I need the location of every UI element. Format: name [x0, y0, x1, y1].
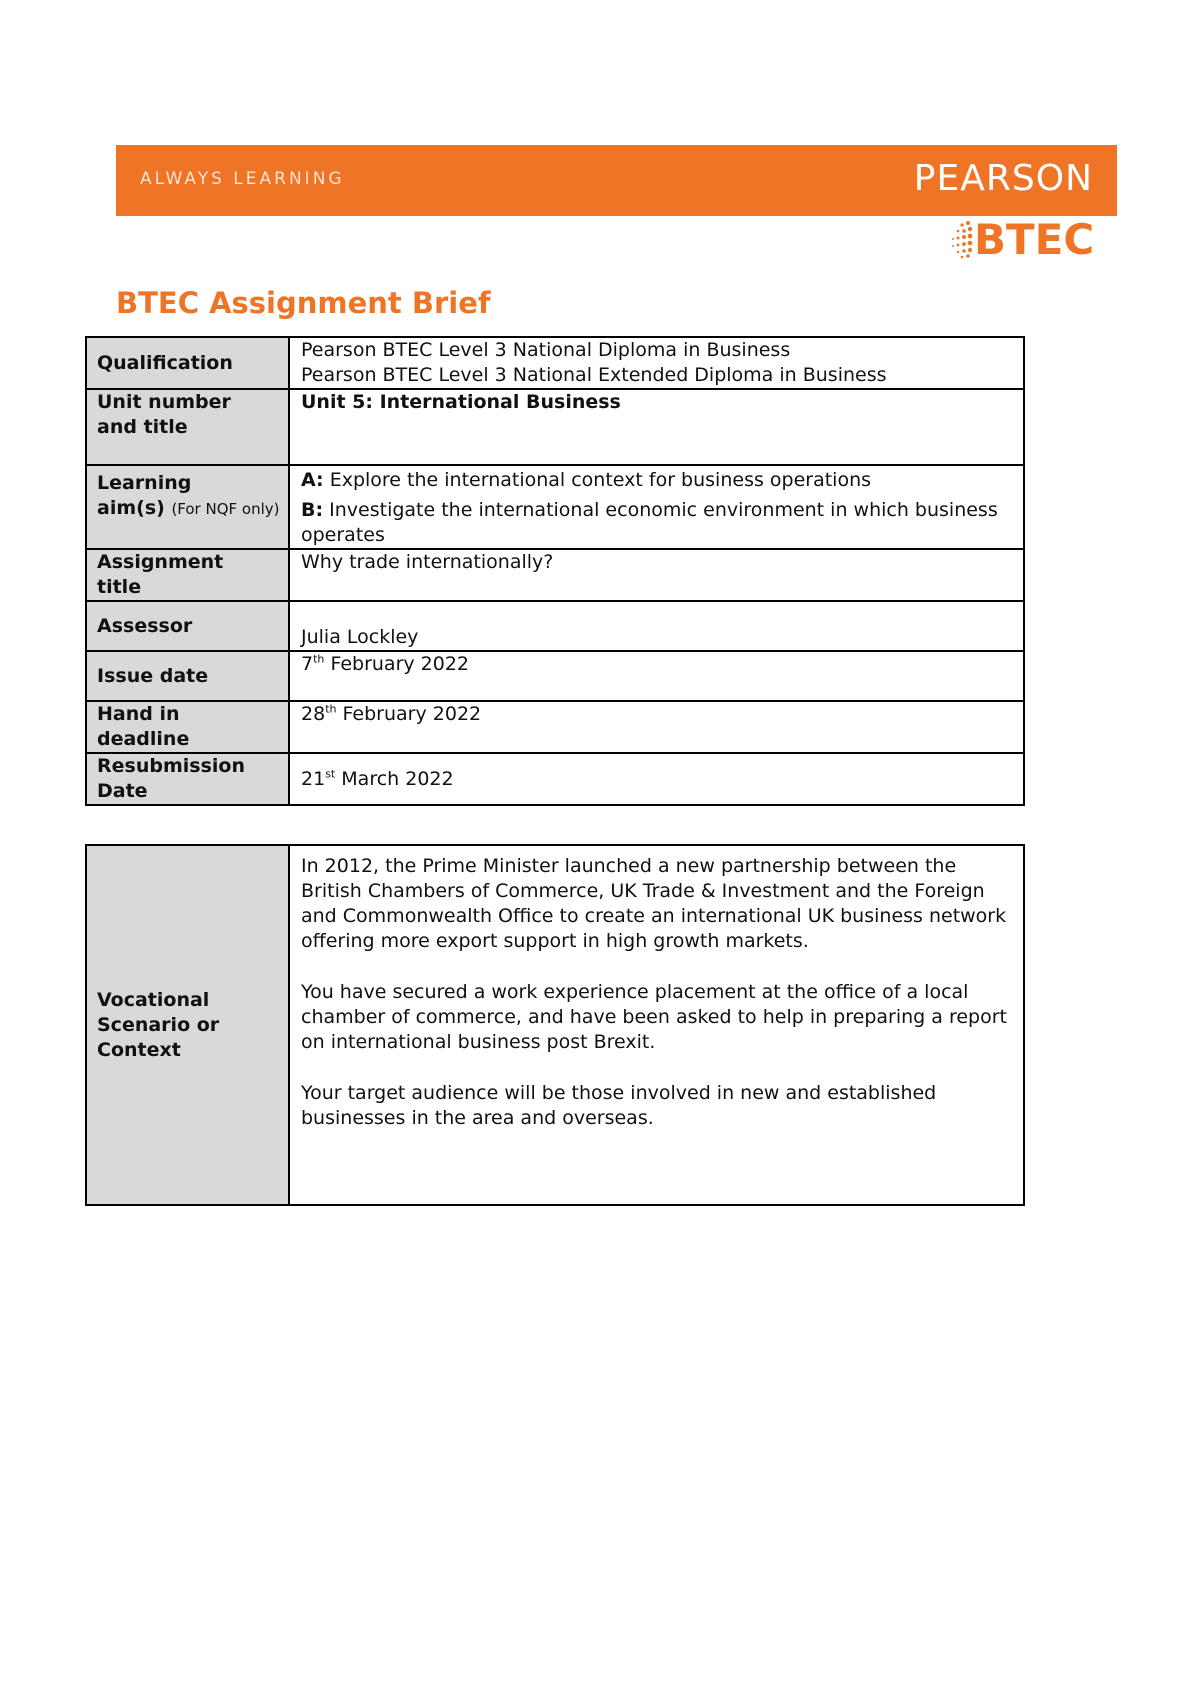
- scenario-label: Vocational Scenario or Context: [86, 845, 289, 1205]
- resubmission-value: 21st March 2022: [289, 753, 1024, 805]
- scenario-table: [85, 844, 1025, 1206]
- resubmission-label: Resubmission Date: [86, 753, 289, 805]
- page-title: BTEC Assignment Brief: [116, 286, 491, 320]
- deadline-value: 28th February 2022: [289, 701, 1024, 753]
- row-scenario: [86, 845, 1024, 1205]
- row-deadline: [86, 701, 1024, 753]
- scenario-text: [289, 845, 1024, 1205]
- assessor-value: Julia Lockley: [289, 601, 1024, 651]
- pearson-logo: PEARSON: [913, 158, 1093, 199]
- row-unit: [86, 389, 1024, 465]
- learning-aims-label: Learning aim(s) (For NQF only): [86, 465, 289, 549]
- btec-wordmark: BTEC: [974, 215, 1095, 264]
- assessor-label: Assessor: [86, 601, 289, 651]
- qualification-value: [289, 337, 1024, 389]
- scenario-paragraph: You have secured a work experience placement at the office of a local chamber of commerce, and have been asked to help in preparing a report on international business post Brexit.: [301, 981, 1007, 1053]
- issue-date-value: 7th February 2022: [289, 651, 1024, 701]
- deadline-label: Hand in deadline: [86, 701, 289, 753]
- qualification-line: Pearson BTEC Level 3 National Diploma in Business: [301, 339, 791, 361]
- btec-dots-icon: [950, 219, 974, 259]
- assignment-title-value: Why trade internationally?: [289, 549, 1024, 601]
- assignment-title-label: Assignment title: [86, 549, 289, 601]
- assignment-details-table: [85, 336, 1025, 806]
- nqf-note: (For NQF only): [171, 500, 280, 518]
- scenario-paragraph: In 2012, the Prime Minister launched a new partnership between the British Chambers of Commerce, UK Trade & Investment and the Foreign and Commonwealth Office to create an international UK business network offering more export support in high growth markets.: [301, 855, 1007, 952]
- aim-a: A: Explore the international context for business operations: [301, 469, 872, 491]
- issue-date-label: Issue date: [86, 651, 289, 701]
- unit-value: Unit 5: International Business: [289, 389, 1024, 465]
- row-qualification: [86, 337, 1024, 389]
- unit-label: Unit number and title: [86, 389, 289, 465]
- row-learning-aims: [86, 465, 1024, 549]
- scenario-paragraph: Your target audience will be those involved in new and established businesses in the area and overseas.: [301, 1082, 937, 1129]
- pearson-banner: [116, 145, 1117, 216]
- qualification-line: Pearson BTEC Level 3 National Extended Diploma in Business: [301, 364, 887, 386]
- row-issue-date: [86, 651, 1024, 701]
- row-assessor: [86, 601, 1024, 651]
- qualification-label: Qualification: [86, 337, 289, 389]
- row-assignment-title: [86, 549, 1024, 601]
- banner-tagline: ALWAYS LEARNING: [140, 169, 345, 189]
- learning-aims-value: [289, 465, 1024, 549]
- row-resubmission: [86, 753, 1024, 805]
- btec-logo: [950, 215, 1120, 265]
- aim-b: B: Investigate the international economic environment in which business operates: [301, 499, 998, 546]
